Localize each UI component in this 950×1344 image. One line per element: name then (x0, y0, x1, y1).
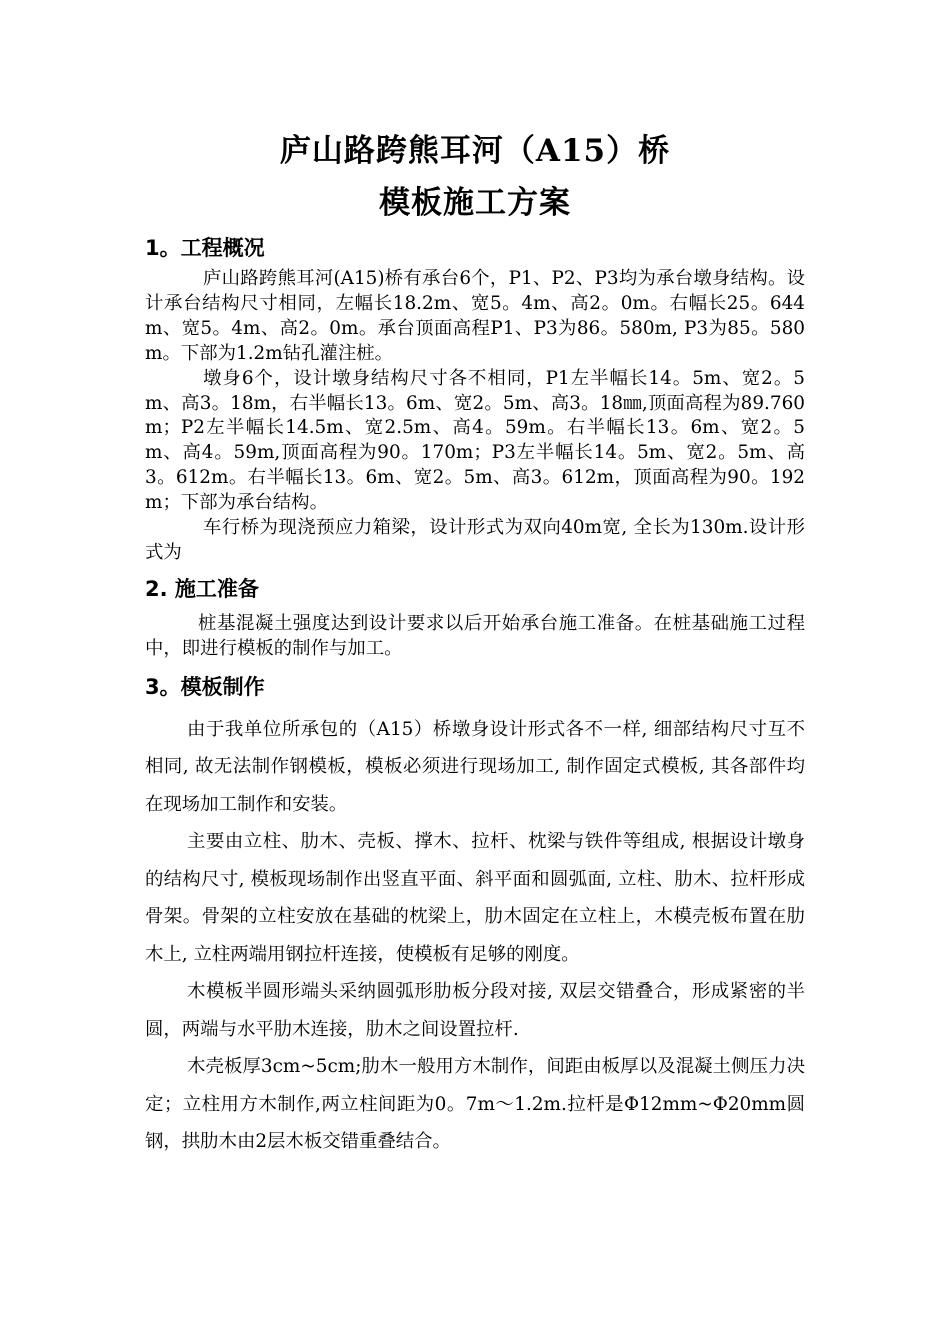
overview-paragraph-caps: 庐山路跨熊耳河(A15)桥有承台6个，P1、P2、P3均为承台墩身结构。设计承台结构尺寸相同，左幅长18.2m、宽5。4m、高2。0m。右幅长25。644m、宽5。4m、高2。0m。承台顶面高程P1、P3为86。580m, P3为85。580m。下部为1.2m钻孔灌注桩。 (145, 268, 805, 364)
section-heading-overview: 1。工程概况 (145, 236, 265, 260)
overview-paragraph-piers: 墩身6个，设计墩身结构尺寸各不相同，P1左半幅长14。5m、宽2。5m、高3。18m，右半幅长13。6m、宽2。5m、高3。18㎜,顶面高程为89.760m；P2左半幅长14.5m、宽2.5m、高4。59m。右半幅长13。6m、宽2。5m、高4。59m,顶面高程为90。170m；P3左半幅长14。5m、宽2。5m、高3。612m。右半幅长13。6m、宽2。5m、高3。612m，顶面高程为90。192m；下部为承台结构。 (145, 367, 805, 514)
formwork-paragraph-components: 主要由立柱、肋木、壳板、撑木、拉杆、枕梁与铁件等组成, 根据设计墩身的结构尺寸, 模板现场制作出竖直平面、斜平面和圆弧面, 立柱、肋木、拉杆形成骨架。骨架的立柱安放在基础的枕梁上，肋木固定在立柱上，木模壳板布置在肋木上, 立柱两端用钢拉杆连接，使模板有足够的刚度。 (145, 831, 805, 965)
section-heading-preparation: 2. 施工准备 (145, 576, 259, 601)
document-title-line-2: 模板施工方案 (379, 185, 571, 221)
formwork-paragraph-semicircle: 木模板半圆形端头采纳圆弧形肋板分段对接, 双层交错叠合，形成紧密的半圆，两端与水平肋木连接，肋木之间设置拉杆. (145, 981, 805, 1040)
document-title-line-1: 庐山路跨熊耳河（A15）桥 (279, 133, 671, 169)
formwork-paragraph-materials: 木壳板厚3cm~5cm;肋木一般用方木制作，间距由板厚以及混凝土侧压力决定；立柱用方木制作,两立柱间距为0。7m～1.2m.拉杆是Φ12mm~Φ20mm圆钢，拱肋木由2层木板交错重叠结合。 (145, 1056, 805, 1153)
preparation-paragraph: 桩基混凝土强度达到设计要求以后开始承台施工准备。在桩基础施工过程中，即进行模板的制作与加工。 (145, 612, 805, 659)
overview-paragraph-girder: 车行桥为现浇预应力箱梁，设计形式为双向40m宽, 全长为130m.设计形式为 (145, 517, 805, 563)
formwork-paragraph-intro: 由于我单位所承包的（A15）桥墩身设计形式各不一样, 细部结构尺寸互不相同, 故无法制作钢模板，模板必须进行现场加工, 制作固定式模板, 其各部件均在现场加工制作和安装。 (145, 718, 805, 815)
section-heading-formwork: 3。模板制作 (145, 674, 265, 699)
